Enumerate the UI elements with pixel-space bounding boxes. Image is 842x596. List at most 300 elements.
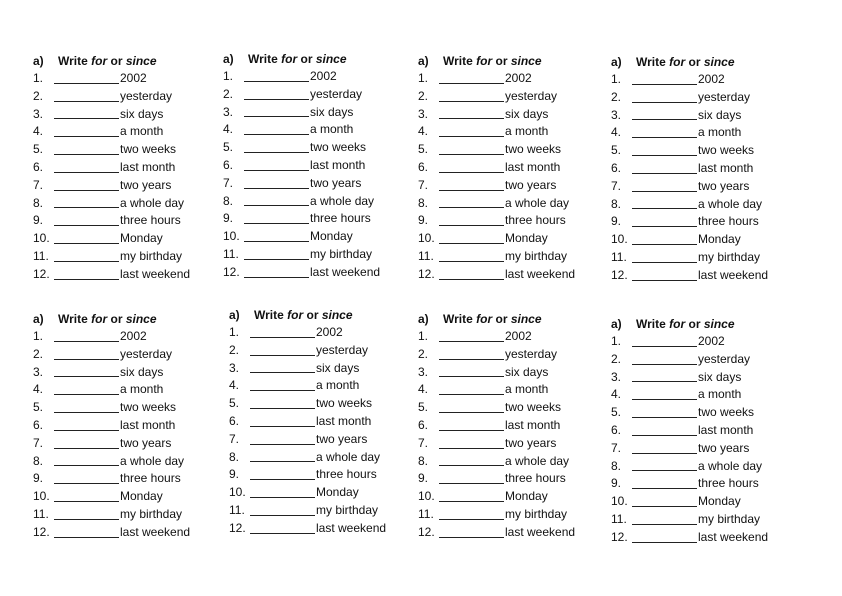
heading-since: since <box>703 55 735 69</box>
exercise-item <box>30 470 215 488</box>
time-phrase: last weekend <box>505 524 576 539</box>
exercise-item <box>220 86 405 104</box>
answer-blank[interactable] <box>439 394 504 395</box>
time-phrase: two years <box>698 440 750 455</box>
answer-blank[interactable] <box>632 155 697 156</box>
exercise-heading <box>30 310 215 328</box>
time-phrase: my birthday <box>120 506 183 521</box>
time-phrase: a month <box>120 382 164 397</box>
heading-since: since <box>703 317 735 331</box>
exercise-item <box>415 453 600 471</box>
time-phrase: last weekend <box>698 267 769 282</box>
answer-blank[interactable] <box>54 118 119 119</box>
answer-blank[interactable] <box>54 465 119 466</box>
item-number: 4. <box>418 124 429 139</box>
exercise-item <box>415 212 600 230</box>
item-number: 9. <box>229 467 240 482</box>
exercise-item <box>608 124 793 142</box>
exercise-item <box>608 422 793 440</box>
time-phrase: three hours <box>505 213 566 228</box>
time-phrase: a whole day <box>698 196 763 211</box>
answer-blank[interactable] <box>439 225 504 226</box>
item-number: 5. <box>223 140 234 155</box>
time-phrase: three hours <box>505 471 566 486</box>
heading-since: since <box>125 54 157 68</box>
item-number: 5. <box>611 405 622 420</box>
exercise-item <box>30 159 215 177</box>
answer-blank[interactable] <box>250 515 315 516</box>
time-phrase: yesterday <box>505 88 558 103</box>
item-number: 12. <box>229 520 246 535</box>
answer-blank[interactable] <box>244 81 309 82</box>
exercise-item <box>220 121 405 139</box>
answer-blank[interactable] <box>632 102 697 103</box>
answer-blank[interactable] <box>632 346 697 347</box>
exercise-item <box>608 178 793 196</box>
exercise-item <box>220 104 405 122</box>
time-phrase: a whole day <box>310 193 375 208</box>
heading-prefix: Write <box>254 308 284 322</box>
item-number: 1. <box>223 69 234 83</box>
heading-since: since <box>510 54 542 68</box>
exercise-block <box>415 52 600 284</box>
answer-blank[interactable] <box>54 243 119 244</box>
answer-blank[interactable] <box>439 359 504 360</box>
exercise-item <box>608 160 793 178</box>
exercise-item <box>30 141 215 159</box>
answer-blank[interactable] <box>250 408 315 409</box>
exercise-block <box>30 52 215 284</box>
exercise-item <box>226 431 411 449</box>
answer-blank[interactable] <box>632 399 697 400</box>
answer-blank[interactable] <box>439 448 504 449</box>
exercise-item <box>226 413 411 431</box>
time-phrase: Monday <box>316 485 359 500</box>
answer-blank[interactable] <box>439 207 504 208</box>
answer-blank[interactable] <box>250 461 315 462</box>
exercise-item <box>415 141 600 159</box>
time-phrase: yesterday <box>316 342 369 357</box>
time-phrase: last month <box>310 157 366 172</box>
item-number: 12. <box>418 266 435 281</box>
exercise-letter: a) <box>611 55 622 69</box>
time-phrase: my birthday <box>505 248 568 263</box>
time-phrase: my birthday <box>316 502 379 517</box>
exercise-item <box>608 351 793 369</box>
exercise-item <box>415 470 600 488</box>
heading-or: or <box>688 55 701 69</box>
exercise-item <box>608 386 793 404</box>
exercise-item <box>608 89 793 107</box>
answer-blank[interactable] <box>439 101 504 102</box>
answer-blank[interactable] <box>632 137 697 138</box>
answer-blank[interactable] <box>439 483 504 484</box>
answer-blank[interactable] <box>244 152 309 153</box>
answer-blank[interactable] <box>54 430 119 431</box>
exercise-letter: a) <box>229 308 240 322</box>
answer-blank[interactable] <box>244 170 309 171</box>
exercise-heading <box>608 315 793 333</box>
exercise-item <box>415 195 600 213</box>
item-number: 5. <box>611 143 622 158</box>
answer-blank[interactable] <box>54 501 119 502</box>
exercise-item <box>30 417 215 435</box>
time-phrase: last weekend <box>120 266 191 281</box>
answer-blank[interactable] <box>244 241 309 242</box>
answer-blank[interactable] <box>244 188 309 189</box>
answer-blank[interactable] <box>632 453 697 454</box>
answer-blank[interactable] <box>250 533 315 534</box>
exercise-item <box>608 231 793 249</box>
heading-or: or <box>306 308 319 322</box>
item-number: 10. <box>229 485 246 500</box>
item-number: 12. <box>611 529 628 544</box>
answer-blank[interactable] <box>54 537 119 538</box>
exercise-item <box>220 264 405 282</box>
item-number: 4. <box>229 378 240 393</box>
time-phrase: two years <box>505 177 557 192</box>
time-phrase: yesterday <box>310 86 363 101</box>
answer-blank[interactable] <box>632 173 697 174</box>
answer-blank[interactable] <box>250 444 315 445</box>
item-number: 3. <box>418 106 429 121</box>
heading-or: or <box>110 312 123 326</box>
item-number: 8. <box>418 453 429 468</box>
exercise-item <box>220 228 405 246</box>
answer-blank[interactable] <box>439 341 504 342</box>
answer-blank[interactable] <box>632 506 697 507</box>
heading-for: for <box>669 55 686 69</box>
answer-blank[interactable] <box>244 134 309 135</box>
exercise-item <box>226 360 411 378</box>
time-phrase: two weeks <box>316 396 373 411</box>
time-phrase: two weeks <box>120 400 177 415</box>
heading-since: since <box>510 312 542 326</box>
exercise-item <box>30 266 215 284</box>
time-phrase: a whole day <box>505 453 570 468</box>
answer-blank[interactable] <box>54 341 119 342</box>
answer-blank[interactable] <box>54 483 119 484</box>
exercise-item <box>226 377 411 395</box>
time-phrase: Monday <box>120 231 163 246</box>
exercise-item <box>608 196 793 214</box>
answer-blank[interactable] <box>54 448 119 449</box>
exercise-item <box>608 71 793 89</box>
heading-since: since <box>315 52 347 66</box>
exercise-block <box>608 53 793 285</box>
time-phrase: 2002 <box>316 325 343 339</box>
answer-blank[interactable] <box>439 519 504 520</box>
heading-for: for <box>287 308 304 322</box>
exercise-item <box>30 506 215 524</box>
exercise-item <box>608 249 793 267</box>
answer-blank[interactable] <box>632 84 697 85</box>
exercise-letter: a) <box>418 312 429 326</box>
answer-blank[interactable] <box>632 542 697 543</box>
time-phrase: Monday <box>505 231 548 246</box>
answer-blank[interactable] <box>54 190 119 191</box>
answer-blank[interactable] <box>250 337 315 338</box>
exercise-item <box>30 123 215 141</box>
answer-blank[interactable] <box>632 244 697 245</box>
exercise-item <box>226 395 411 413</box>
exercise-item <box>415 266 600 284</box>
item-number: 8. <box>611 458 622 473</box>
time-phrase: yesterday <box>120 88 173 103</box>
answer-blank[interactable] <box>250 372 315 373</box>
item-number: 7. <box>33 177 44 192</box>
answer-blank[interactable] <box>250 426 315 427</box>
item-number: 4. <box>611 125 622 140</box>
answer-blank[interactable] <box>439 83 504 84</box>
time-phrase: last weekend <box>698 529 769 544</box>
answer-blank[interactable] <box>54 154 119 155</box>
heading-prefix: Write <box>636 317 666 331</box>
answer-blank[interactable] <box>632 381 697 382</box>
answer-blank[interactable] <box>439 376 504 377</box>
exercise-item <box>30 106 215 124</box>
answer-blank[interactable] <box>439 537 504 538</box>
exercise-item <box>608 333 793 351</box>
item-number: 6. <box>418 417 429 432</box>
item-number: 5. <box>418 142 429 157</box>
time-phrase: last weekend <box>505 266 576 281</box>
item-number: 10. <box>611 494 628 509</box>
item-number: 2. <box>229 342 240 357</box>
exercise-item <box>608 142 793 160</box>
time-phrase: 2002 <box>505 329 532 343</box>
time-phrase: Monday <box>310 229 353 244</box>
exercise-item <box>30 212 215 230</box>
exercise-item <box>30 70 215 88</box>
heading-for: for <box>91 312 108 326</box>
item-number: 11. <box>33 506 49 521</box>
item-number: 4. <box>33 382 44 397</box>
item-number: 6. <box>223 157 234 172</box>
exercise-item <box>415 488 600 506</box>
exercise-letter: a) <box>611 317 622 331</box>
heading-or: or <box>110 54 123 68</box>
item-number: 10. <box>33 231 50 246</box>
item-number: 7. <box>229 431 240 446</box>
answer-blank[interactable] <box>632 488 697 489</box>
time-phrase: a whole day <box>120 453 185 468</box>
exercise-heading <box>30 52 215 70</box>
item-number: 1. <box>611 72 622 86</box>
answer-blank[interactable] <box>250 479 315 480</box>
answer-blank[interactable] <box>439 118 504 119</box>
time-phrase: my birthday <box>698 249 761 264</box>
time-phrase: last month <box>505 417 561 432</box>
item-number: 10. <box>418 489 435 504</box>
answer-blank[interactable] <box>54 519 119 520</box>
heading-or: or <box>495 54 508 68</box>
time-phrase: six days <box>505 364 549 379</box>
answer-blank[interactable] <box>439 430 504 431</box>
exercise-item <box>415 230 600 248</box>
exercise-item <box>608 267 793 285</box>
item-number: 12. <box>33 266 50 281</box>
answer-blank[interactable] <box>54 394 119 395</box>
exercise-item <box>226 449 411 467</box>
exercise-item <box>608 369 793 387</box>
answer-blank[interactable] <box>632 262 697 263</box>
answer-blank[interactable] <box>244 259 309 260</box>
item-number: 2. <box>418 346 429 361</box>
answer-blank[interactable] <box>439 190 504 191</box>
time-phrase: last weekend <box>316 520 387 535</box>
answer-blank[interactable] <box>54 172 119 173</box>
item-number: 8. <box>223 193 234 208</box>
exercise-item <box>608 511 793 529</box>
exercise-item <box>30 88 215 106</box>
heading-prefix: Write <box>636 55 666 69</box>
time-phrase: 2002 <box>310 69 337 83</box>
exercise-item <box>415 70 600 88</box>
answer-blank[interactable] <box>439 243 504 244</box>
time-phrase: a whole day <box>120 195 185 210</box>
answer-blank[interactable] <box>439 154 504 155</box>
time-phrase: six days <box>505 106 549 121</box>
item-number: 7. <box>611 440 622 455</box>
item-number: 2. <box>418 88 429 103</box>
time-phrase: two years <box>120 177 172 192</box>
item-number: 6. <box>611 422 622 437</box>
item-number: 8. <box>229 449 240 464</box>
exercise-item <box>226 520 411 538</box>
item-number: 11. <box>229 502 245 517</box>
answer-blank[interactable] <box>632 364 697 365</box>
time-phrase: my birthday <box>505 506 568 521</box>
answer-blank[interactable] <box>632 280 697 281</box>
answer-blank[interactable] <box>54 207 119 208</box>
answer-blank[interactable] <box>54 136 119 137</box>
item-number: 12. <box>33 524 50 539</box>
heading-for: for <box>281 52 298 66</box>
answer-blank[interactable] <box>439 136 504 137</box>
time-phrase: a month <box>505 382 549 397</box>
answer-blank[interactable] <box>632 524 697 525</box>
item-number: 12. <box>223 264 240 279</box>
item-number: 7. <box>418 435 429 450</box>
answer-blank[interactable] <box>632 435 697 436</box>
answer-blank[interactable] <box>439 412 504 413</box>
exercise-item <box>415 506 600 524</box>
item-number: 7. <box>223 175 234 190</box>
heading-or: or <box>688 317 701 331</box>
exercise-item <box>226 484 411 502</box>
exercise-item <box>226 342 411 360</box>
answer-blank[interactable] <box>632 191 697 192</box>
time-phrase: two years <box>698 178 750 193</box>
exercise-block <box>220 50 405 282</box>
exercise-item <box>608 493 793 511</box>
answer-blank[interactable] <box>250 497 315 498</box>
item-number: 10. <box>418 231 435 246</box>
time-phrase: yesterday <box>698 351 751 366</box>
time-phrase: yesterday <box>120 346 173 361</box>
answer-blank[interactable] <box>54 101 119 102</box>
exercise-item <box>30 364 215 382</box>
exercise-item <box>30 381 215 399</box>
exercise-letter: a) <box>33 312 44 326</box>
answer-blank[interactable] <box>54 83 119 84</box>
exercise-item <box>30 524 215 542</box>
exercise-item <box>415 435 600 453</box>
answer-blank[interactable] <box>632 208 697 209</box>
item-number: 1. <box>33 71 44 85</box>
exercise-item <box>30 195 215 213</box>
time-phrase: Monday <box>505 489 548 504</box>
answer-blank[interactable] <box>244 277 309 278</box>
answer-blank[interactable] <box>54 376 119 377</box>
exercise-item <box>30 346 215 364</box>
time-phrase: three hours <box>698 476 759 491</box>
heading-for: for <box>91 54 108 68</box>
answer-blank[interactable] <box>439 465 504 466</box>
item-number: 5. <box>229 396 240 411</box>
answer-blank[interactable] <box>250 390 315 391</box>
item-number: 9. <box>611 214 622 229</box>
time-phrase: my birthday <box>310 246 373 261</box>
exercise-heading <box>415 52 600 70</box>
answer-blank[interactable] <box>439 501 504 502</box>
answer-blank[interactable] <box>439 261 504 262</box>
answer-blank[interactable] <box>54 412 119 413</box>
answer-blank[interactable] <box>632 119 697 120</box>
heading-or: or <box>300 52 313 66</box>
answer-blank[interactable] <box>244 116 309 117</box>
exercise-item <box>415 364 600 382</box>
heading-for: for <box>669 317 686 331</box>
item-number: 2. <box>611 351 622 366</box>
exercise-letter: a) <box>418 54 429 68</box>
item-number: 3. <box>418 364 429 379</box>
answer-blank[interactable] <box>632 226 697 227</box>
answer-blank[interactable] <box>439 172 504 173</box>
item-number: 5. <box>418 400 429 415</box>
answer-blank[interactable] <box>632 417 697 418</box>
answer-blank[interactable] <box>244 205 309 206</box>
time-phrase: six days <box>316 360 360 375</box>
exercise-item <box>415 417 600 435</box>
item-number: 3. <box>223 104 234 119</box>
item-number: 4. <box>33 124 44 139</box>
exercise-item <box>220 210 405 228</box>
item-number: 8. <box>418 195 429 210</box>
answer-blank[interactable] <box>632 470 697 471</box>
answer-blank[interactable] <box>54 261 119 262</box>
answer-blank[interactable] <box>54 225 119 226</box>
exercise-item <box>415 399 600 417</box>
exercise-item <box>30 399 215 417</box>
answer-blank[interactable] <box>244 223 309 224</box>
answer-blank[interactable] <box>54 279 119 280</box>
answer-blank[interactable] <box>439 279 504 280</box>
exercise-heading <box>220 50 405 68</box>
item-number: 7. <box>33 435 44 450</box>
item-number: 6. <box>33 159 44 174</box>
answer-blank[interactable] <box>250 355 315 356</box>
exercise-item <box>30 328 215 346</box>
item-number: 3. <box>229 360 240 375</box>
time-phrase: yesterday <box>505 346 558 361</box>
answer-blank[interactable] <box>54 359 119 360</box>
answer-blank[interactable] <box>244 99 309 100</box>
item-number: 7. <box>611 178 622 193</box>
time-phrase: last weekend <box>310 264 381 279</box>
exercise-item <box>220 157 405 175</box>
